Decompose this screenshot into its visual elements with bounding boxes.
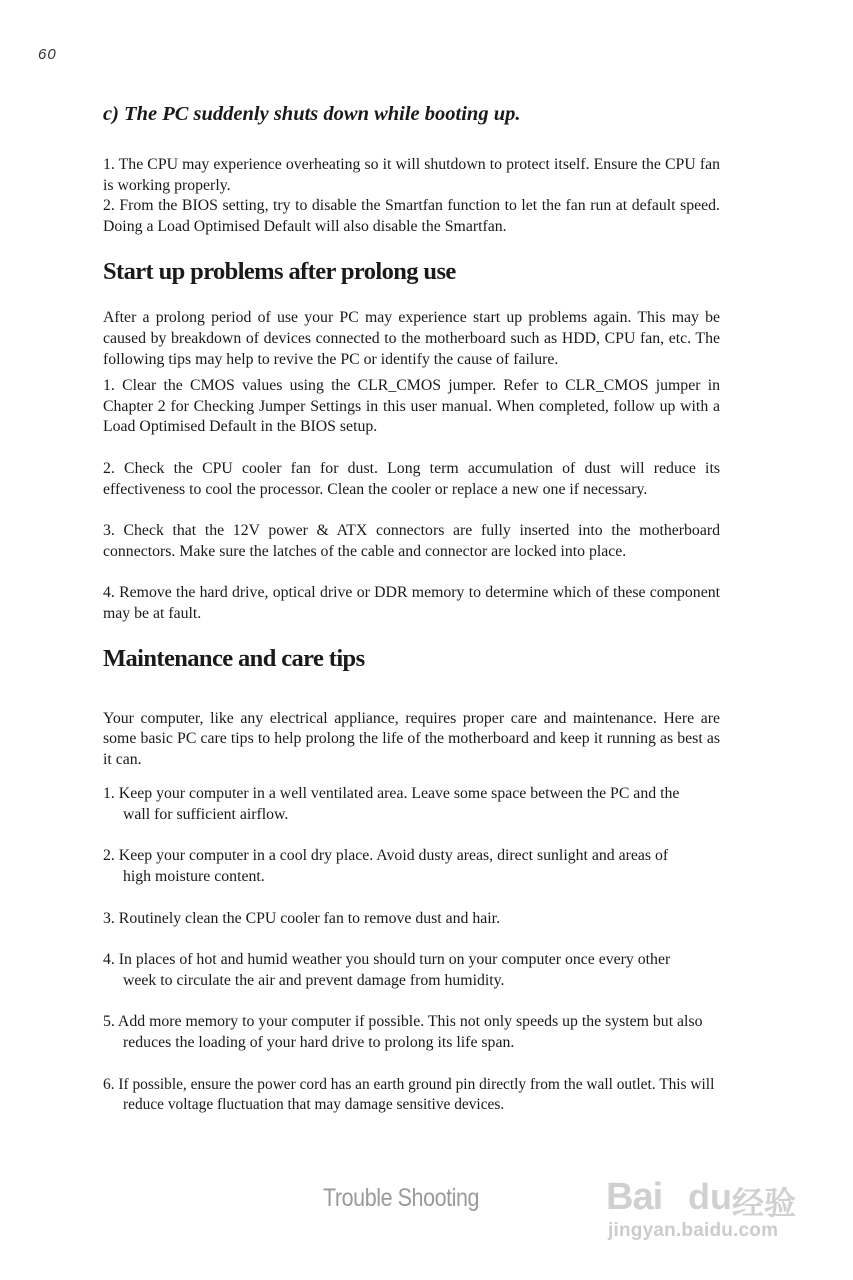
list-item-text: 2. Keep your computer in a cool dry place. Avoid dusty areas, direct sunlight and areas of high moisture content. [103,847,669,886]
page-number: 60 [38,46,57,63]
list-item [103,784,693,825]
list-item-text: 3. Routinely clean the CPU cooler fan to remove dust and hair. [103,909,501,927]
list-item [103,846,693,887]
heading-startup-problems: Start up problems after prolong use [103,258,456,286]
list-item: 1. Clear the CMOS values using the CLR_CMOS jumper. Refer to CLR_CMOS jumper in Chapter 2 for Checking Jumper Settings in this user manual. When completed, follow up with a Load Optimised Default in the BIOS setup. [103,377,720,436]
list-item: 2. Check the CPU cooler fan for dust. Long term accumulation of dust will reduce its effectiveness to cool the processor. Clean the cooler or replace a new one if necessary. [103,459,720,498]
paragraph: 2. From the BIOS setting, try to disable the Smartfan function to let the fan run at default speed. Doing a Load Optimised Default will also disable the Smartfan. [103,197,720,235]
list-item [103,1075,720,1116]
watermark-logo [606,1176,802,1248]
watermark-chinese: 经验 [732,1185,797,1221]
heading-maintenance: Maintenance and care tips [103,644,365,672]
watermark-brand-suffix: du [688,1176,732,1217]
paragraph: Your computer, like any electrical appliance, requires proper care and maintenance. Here are some basic PC care tips to help prolong the life of the motherboard and keep it running as best as it can. [103,709,720,768]
list-item [103,909,693,930]
page-content [103,100,720,1116]
list-item-text: 6. If possible, ensure the power cord has an earth ground pin directly from the wall outlet. This will reduce voltage fluctuation that may damage sensitive devices. [103,1075,715,1114]
watermark-brand: Bai [606,1176,663,1218]
list-item: 3. Check that the 12V power & ATX connectors are fully inserted into the motherboard connectors. Make sure the latches of the cable and connector are locked into place. [103,522,720,560]
paragraph: 1. The CPU may experience overheating so it will shutdown to protect itself. Ensure the CPU fan is working properly. [103,156,720,194]
footer-chapter-title: Trouble Shooting [323,1184,480,1212]
list-item [103,950,703,991]
list-item-text: 1. Keep your computer in a well ventilated area. Leave some space between the PC and the wall for sufficient airflow. [103,785,680,823]
list-item-text: 5. Add more memory to your computer if possible. This not only speeds up the system but also reduces the loading of your hard drive to prolong its life span. [103,1013,703,1052]
list-item-text: 4. In places of hot and humid weather you should turn on your computer once every other week to circulate the air and prevent damage from humidity. [103,951,671,989]
list-item [103,1012,713,1053]
watermark-url: jingyan.baidu.com [608,1220,779,1241]
subhead-shutdown: c) The PC suddenly shuts down while booting up. [103,103,521,125]
paragraph: After a prolong period of use your PC may experience start up problems again. This may be caused by breakdown of devices connected to the motherboard such as HDD, CPU fan, etc. The following tips may help to revive the PC or identify the cause of failure. [103,309,720,368]
list-item: 4. Remove the hard drive, optical drive or DDR memory to determine which of these component may be at fault. [103,584,720,622]
